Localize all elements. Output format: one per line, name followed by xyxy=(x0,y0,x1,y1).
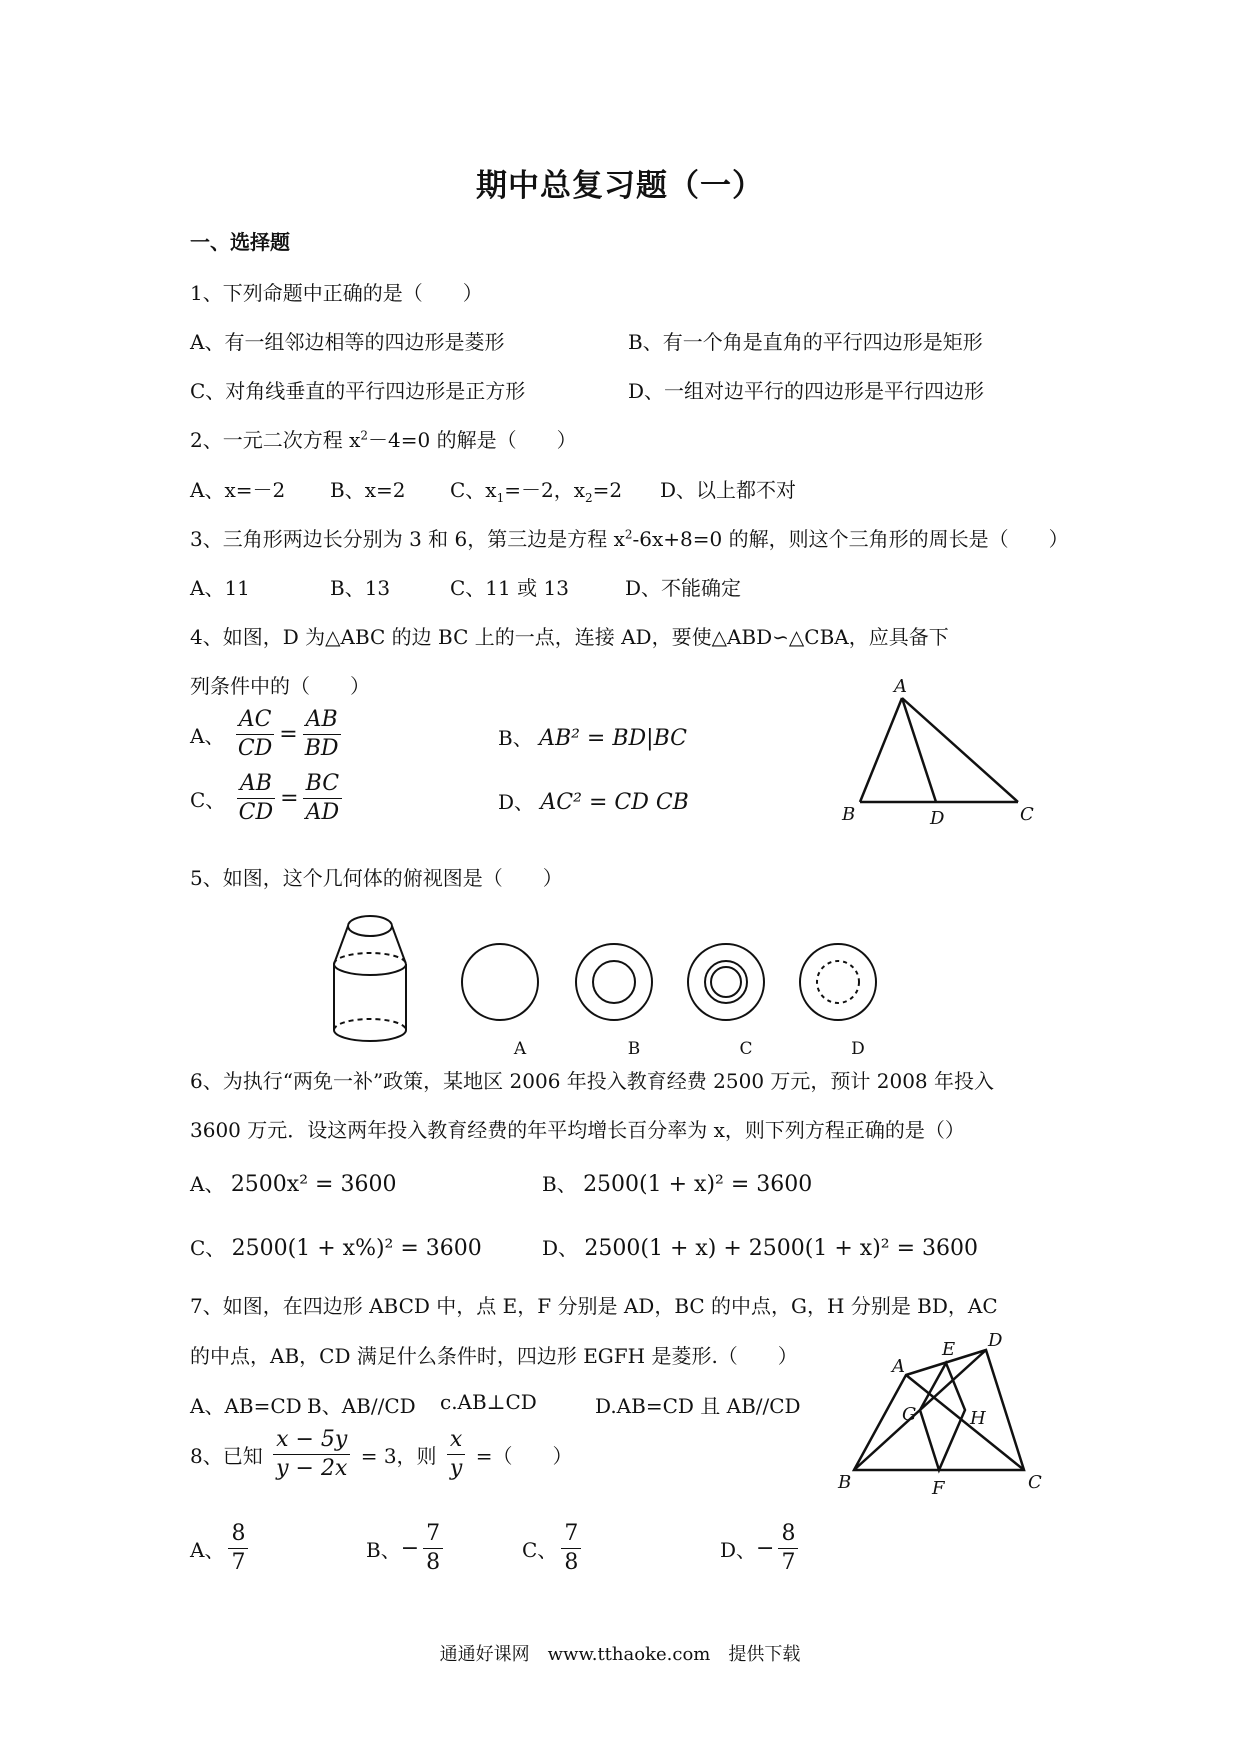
section-heading: 一、选择题 xyxy=(190,230,290,254)
q6-b-label: B、 xyxy=(542,1172,577,1196)
q7-quad-abcd xyxy=(854,1350,1024,1470)
q1-option-b: B、有一个角是直角的平行四边形是矩形 xyxy=(628,330,983,354)
q4-a-num1: AC xyxy=(236,708,275,735)
q4-d-expr: AC² = CD CB xyxy=(540,790,689,815)
q4-c-num1: AB xyxy=(237,772,275,799)
q4-option-d xyxy=(498,786,689,815)
q7-option-a: A、AB=CD xyxy=(190,1394,302,1418)
q8-stem xyxy=(190,1428,572,1481)
q8-fraction-asked xyxy=(447,1428,465,1481)
q6-option-d xyxy=(542,1232,978,1261)
q8-b-den: 8 xyxy=(426,1550,441,1576)
page-footer: 通通好课网 www.tthaoke.com 提供下载 xyxy=(439,1644,801,1665)
q8-fraction-given xyxy=(273,1428,350,1481)
q6-a-expr: 2500x² = 3600 xyxy=(230,1172,397,1197)
q4-a-label: A、 xyxy=(190,724,225,749)
q1-option-d: D、一组对边平行的四边形是平行四边形 xyxy=(628,379,985,403)
q4-a-eq: = xyxy=(279,722,298,748)
q8-c-fraction xyxy=(561,1522,581,1575)
q8-post: =（ ） xyxy=(475,1444,573,1469)
q4-triangle-figure xyxy=(820,670,1060,840)
q5-solid-figure xyxy=(334,916,406,1041)
q4-option-b xyxy=(498,722,687,751)
q4-option-a xyxy=(190,708,346,761)
q7-label-b: B xyxy=(838,1472,852,1493)
q2-option-a: A、x=－2 xyxy=(190,478,286,502)
q4-c-eq: = xyxy=(280,786,299,812)
q1-option-c: C、对角线垂直的平行四边形是正方形 xyxy=(190,379,526,403)
q6-option-a xyxy=(190,1168,396,1197)
q4-c-den1: CD xyxy=(238,800,274,826)
q8-b-fraction xyxy=(423,1522,443,1575)
q6-option-b xyxy=(542,1168,812,1197)
q6-c-label: C、 xyxy=(190,1236,226,1260)
q2-stem xyxy=(190,424,577,453)
q2-option-b: B、x=2 xyxy=(330,478,406,502)
q7-option-d: D.AB=CD 且 AB//CD xyxy=(595,1394,801,1418)
q6-a-label: A、 xyxy=(190,1172,225,1196)
q4-label-b: B xyxy=(842,804,856,825)
q8-c-den: 8 xyxy=(564,1550,579,1576)
q2-stem-post: －4=0 的解是（ ） xyxy=(368,428,577,452)
q2-stem-sup: 2 xyxy=(360,428,369,443)
q2-option-c xyxy=(450,474,622,505)
q4-c-label: C、 xyxy=(190,788,226,813)
q4-label-c: C xyxy=(1020,804,1034,825)
q4-label-d: D xyxy=(930,808,945,829)
q7-label-a: A xyxy=(892,1356,905,1377)
q6-b-expr: 2500(1 + x)² = 3600 xyxy=(583,1172,813,1197)
q8-d-den: 7 xyxy=(781,1550,796,1576)
q8-pre: 8、已知 xyxy=(190,1444,263,1469)
q5-option-d-view xyxy=(800,944,876,1020)
q8-a-num: 8 xyxy=(228,1522,248,1549)
q8-a-den: 7 xyxy=(231,1550,246,1576)
q2-option-d: D、以上都不对 xyxy=(660,478,797,502)
q7-label-g: G xyxy=(902,1404,917,1425)
q8-option-d xyxy=(720,1522,802,1575)
q3-option-b: B、13 xyxy=(330,576,391,600)
q4-a-num2: AB xyxy=(303,708,341,735)
q8-c-num: 7 xyxy=(561,1522,581,1549)
q3-stem-post: -6x+8=0 的解，则这个三角形的周长是（ ） xyxy=(632,527,1069,551)
q5-option-b-view xyxy=(576,944,652,1020)
q6-line-1: 6、为执行“两免一补”政策，某地区 2006 年投入教育经费 2500 万元，预计 2008 年投入 xyxy=(190,1069,995,1093)
q1-option-a: A、有一组邻边相等的四边形是菱形 xyxy=(190,330,505,354)
q3-option-a: A、11 xyxy=(190,576,250,600)
q8-a-fraction xyxy=(228,1522,248,1575)
q4-a-fraction-2 xyxy=(302,708,342,761)
q1-stem: 1、下列命题中正确的是（ ） xyxy=(190,281,483,305)
q3-stem-sup: 2 xyxy=(624,527,633,542)
q8-b-num: 7 xyxy=(423,1522,443,1549)
q8-option-b xyxy=(366,1522,447,1575)
q3-stem xyxy=(190,523,1069,552)
q2-c-sub1: 1 xyxy=(496,491,505,505)
q8-den2: y xyxy=(449,1456,463,1482)
q7-label-d: D xyxy=(988,1330,1003,1351)
q8-b-label: B、 xyxy=(366,1538,401,1563)
q2-stem-pre: 2、一元二次方程 x xyxy=(190,428,361,452)
q5-stem: 5、如图，这个几何体的俯视图是（ ） xyxy=(190,866,563,890)
q5-label-d: D xyxy=(851,1039,865,1059)
q8-d-sign: − xyxy=(756,1536,775,1562)
q6-c-expr: 2500(1 + x%)² = 3600 xyxy=(231,1236,482,1261)
q4-label-a: A xyxy=(894,676,907,697)
q4-c-num2: BC xyxy=(303,772,342,799)
q8-option-a xyxy=(190,1522,252,1575)
q8-d-label: D、 xyxy=(720,1538,757,1563)
q8-num1: x − 5y xyxy=(273,1428,350,1455)
q3-stem-pre: 3、三角形两边长分别为 3 和 6，第三边是方程 x xyxy=(190,527,625,551)
q5-option-a-view xyxy=(462,944,538,1020)
q3-option-d: D、不能确定 xyxy=(625,576,742,600)
q4-a-den1: CD xyxy=(237,736,273,762)
q2-c-sub2: 2 xyxy=(585,491,593,505)
page-title: 期中总复习题（一） xyxy=(476,168,764,204)
q5-option-c-view xyxy=(688,944,764,1020)
q8-d-num: 8 xyxy=(778,1522,798,1549)
q8-num2: x xyxy=(447,1428,465,1455)
q7-option-b: B、AB//CD xyxy=(307,1394,416,1418)
q7-line-2: 的中点，AB，CD 满足什么条件时，四边形 EGFH 是菱形.（ ） xyxy=(190,1344,798,1368)
q4-option-c xyxy=(190,772,346,825)
q6-option-c xyxy=(190,1232,482,1261)
q8-d-fraction xyxy=(778,1522,798,1575)
q7-label-e: E xyxy=(942,1339,956,1360)
q8-a-label: A、 xyxy=(190,1538,225,1563)
q8-option-c xyxy=(522,1522,585,1575)
q8-c-label: C、 xyxy=(522,1538,558,1563)
q5-label-a: A xyxy=(513,1039,527,1059)
q4-d-label: D、 xyxy=(498,790,535,814)
q8-den1: y − 2x xyxy=(276,1456,348,1482)
q4-a-fraction-1 xyxy=(235,708,275,761)
q7-option-c: c.AB⊥CD xyxy=(440,1390,537,1414)
q4-c-den2: AD xyxy=(305,800,340,826)
q4-c-fraction-2 xyxy=(303,772,343,825)
q4-b-expr: AB² = BD|BC xyxy=(539,726,687,751)
q5-figures xyxy=(320,896,920,1066)
q7-line-1: 7、如图，在四边形 ABCD 中，点 E，F 分别是 AD，BC 的中点，G，H 分别是 BD，AC xyxy=(190,1294,998,1318)
q2-c-post: =2 xyxy=(592,478,623,502)
q7-label-f: F xyxy=(932,1478,945,1499)
q8-b-sign: − xyxy=(400,1536,420,1562)
q4-c-fraction-1 xyxy=(236,772,276,825)
q7-label-h: H xyxy=(970,1408,986,1429)
q4-side-ab xyxy=(860,698,902,802)
q7-label-c: C xyxy=(1028,1472,1042,1493)
q4-line-2: 列条件中的（ ） xyxy=(190,674,370,698)
q6-d-label: D、 xyxy=(542,1236,579,1260)
q2-c-mid: =－2，x xyxy=(504,478,585,502)
q5-label-c: C xyxy=(739,1039,753,1059)
q7-quadrilateral-figure xyxy=(830,1330,1050,1510)
q4-a-den2: BD xyxy=(304,736,339,762)
q4-b-label: B、 xyxy=(498,726,533,750)
q6-line-2: 3600 万元．设这两年投入教育经费的年平均增长百分率为 x，则下列方程正确的是（） xyxy=(190,1118,965,1142)
q4-line-1: 4、如图，D 为△ABC 的边 BC 上的一点，连接 AD，要使△ABD∽△CBA，应具备下 xyxy=(190,625,949,649)
q2-c-pre: C、x xyxy=(450,478,497,502)
q5-label-b: B xyxy=(627,1039,641,1059)
q6-d-expr: 2500(1 + x) + 2500(1 + x)² = 3600 xyxy=(584,1236,979,1261)
q8-mid: = 3，则 xyxy=(360,1444,437,1469)
q3-option-c: C、11 或 13 xyxy=(450,576,569,600)
